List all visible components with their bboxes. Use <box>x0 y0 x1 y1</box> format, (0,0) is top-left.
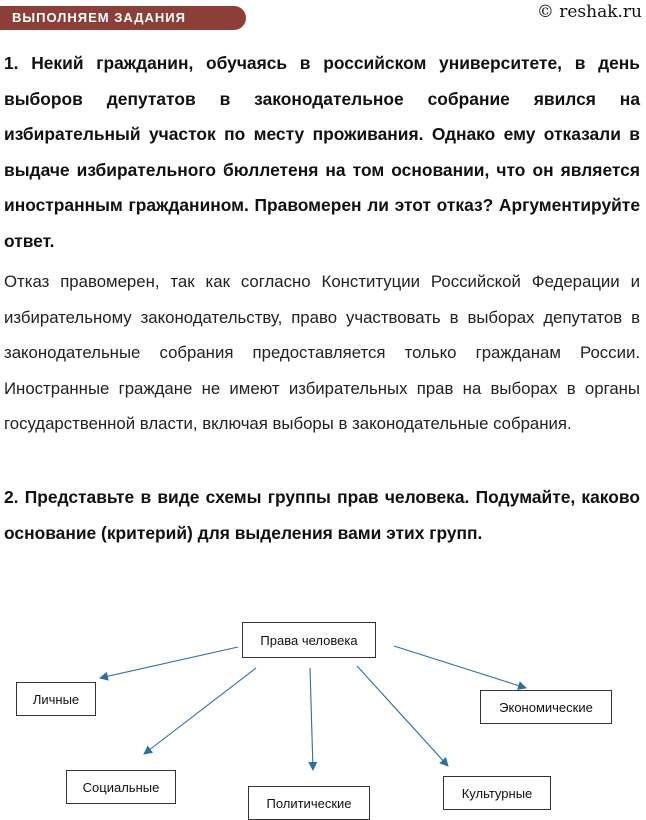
arrow-to-cultural <box>357 666 448 766</box>
banner-label: ВЫПОЛНЯЕМ ЗАДАНИЯ <box>12 10 186 25</box>
node-personal: Личные <box>16 682 96 716</box>
arrow-to-social <box>144 668 256 754</box>
arrow-to-political <box>310 668 313 770</box>
task1-question: 1. Некий гражданин, обучаясь в российском университете, в день выборов депутатов в законодательное собрание явился на избирательный участок по месту проживания. Однако ему отказали в выдаче избирательного бюллетеня на том основании, что он является иностранным гражданином. Правомерен ли этот отказ? Аргументируйте ответ. <box>4 53 640 251</box>
node-cultural: Культурные <box>443 776 551 810</box>
arrow-to-personal <box>100 647 238 678</box>
node-economic: Экономические <box>480 690 612 724</box>
task1-answer: Отказ правомерен, так как согласно Конституции Российской Федерации и избирательному законодательству, право участвовать в выборах депутатов в законодательные собрания предоставляется только гражданам России. Иностранные граждане не имеют избирательных прав на выборах в органы государственной власти, включая выборы в законодательные собрания. <box>4 272 640 434</box>
task2-question: 2. Представьте в виде схемы группы прав человека. Подумайте, каково основание (критерий) для выделения вами этих групп. <box>4 487 640 543</box>
rights-diagram <box>0 600 646 820</box>
node-human-rights: Права человека <box>242 622 376 658</box>
node-social: Социальные <box>66 770 176 804</box>
copyright-label: © reshak.ru <box>536 2 642 22</box>
node-political: Политические <box>248 786 370 820</box>
section-banner <box>0 6 246 30</box>
arrow-to-economic <box>394 646 526 688</box>
